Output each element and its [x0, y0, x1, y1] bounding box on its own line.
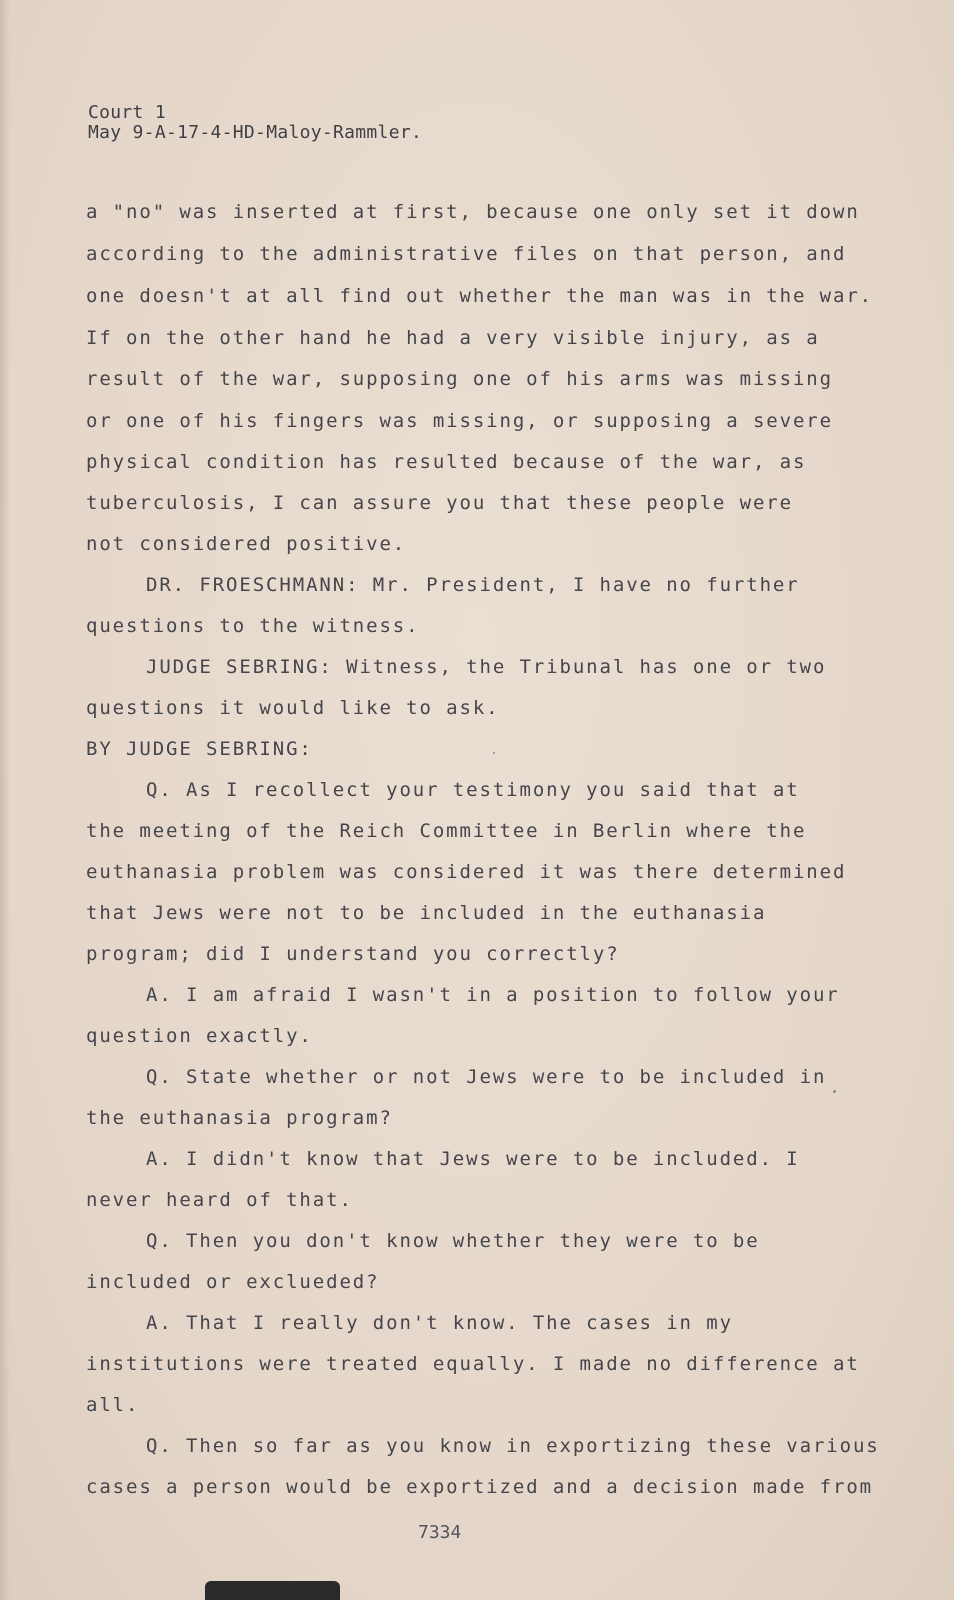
text-line: If on the other hand he had a very visible injury, as a — [86, 327, 820, 349]
text-line: Q. Then you don't know whether they were to be — [146, 1230, 760, 1252]
text-line: DR. FROESCHMANN: Mr. President, I have no further — [146, 574, 800, 596]
text-line: or one of his fingers was missing, or supposing a severe — [86, 410, 833, 432]
text-line: Q. State whether or not Jews were to be included in — [146, 1066, 827, 1088]
torn-edge — [205, 1581, 340, 1600]
page-number: 7334 — [418, 1522, 462, 1543]
text-line: JUDGE SEBRING: Witness, the Tribunal has one or two — [146, 656, 827, 678]
text-line: that Jews were not to be included in the euthanasia — [86, 902, 767, 924]
text-line: according to the administrative files on that person, and — [86, 243, 847, 265]
text-line: questions to the witness. — [86, 615, 420, 637]
text-line: result of the war, supposing one of his arms was missing — [86, 368, 833, 390]
paper-edge — [0, 0, 10, 1600]
text-line: not considered positive. — [86, 533, 407, 555]
text-line: tuberculosis, I can assure you that these people were — [86, 492, 793, 514]
text-line: never heard of that. — [86, 1189, 353, 1211]
text-line: the euthanasia program? — [86, 1107, 393, 1129]
page-header — [88, 103, 422, 143]
text-line: A. I didn't know that Jews were to be included. I — [146, 1148, 800, 1170]
text-line: Q. Then so far as you know in exportizing these various — [146, 1435, 880, 1457]
text-line: question exactly. — [86, 1025, 313, 1047]
reference-line: May 9-A-17-4-HD-Maloy-Rammler. — [88, 122, 423, 143]
paper-speck — [493, 752, 495, 754]
text-line: one doesn't at all find out whether the man was in the war. — [86, 285, 873, 307]
text-line: included or exclueded? — [86, 1271, 380, 1293]
text-line: Q. As I recollect your testimony you said that at — [146, 779, 800, 801]
text-line: cases a person would be exportized and a decision made from — [86, 1476, 873, 1498]
text-line: program; did I understand you correctly? — [86, 943, 620, 965]
text-line: a "no" was inserted at first, because one only set it down — [86, 201, 860, 223]
text-line: A. That I really don't know. The cases in my — [146, 1312, 733, 1334]
text-line: the meeting of the Reich Committee in Berlin where the — [86, 820, 807, 842]
text-line: euthanasia problem was considered it was there determined — [86, 861, 847, 883]
court-label: Court 1 — [88, 102, 166, 123]
text-line: all. — [86, 1394, 140, 1416]
text-line: physical condition has resulted because of the war, as — [86, 451, 807, 473]
text-line: institutions were treated equally. I made no difference at — [86, 1353, 860, 1375]
text-line: A. I am afraid I wasn't in a position to follow your — [146, 984, 840, 1006]
text-line: BY JUDGE SEBRING: — [86, 738, 313, 760]
text-line: questions it would like to ask. — [86, 697, 500, 719]
paper-speck — [833, 1090, 836, 1093]
